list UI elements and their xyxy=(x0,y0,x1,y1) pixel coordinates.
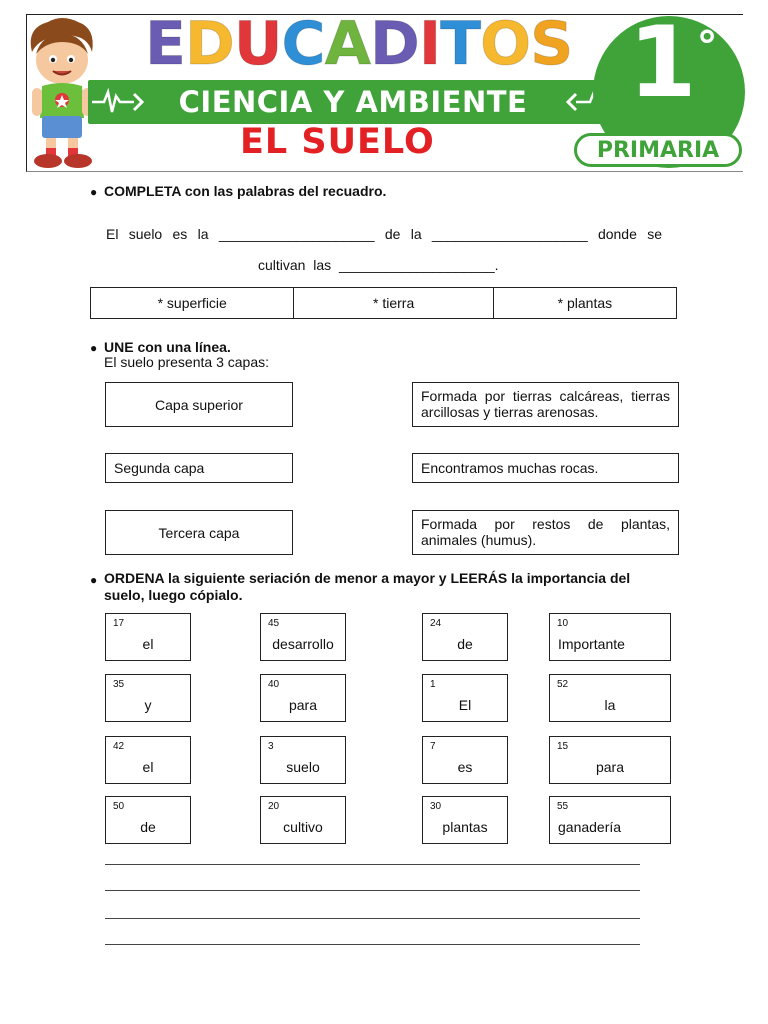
answer-line[interactable] xyxy=(105,944,640,945)
brand-letter: E xyxy=(145,9,185,79)
card-number: 50 xyxy=(113,801,125,812)
section3-instruction: ORDENA la siguiente seriación de menor a mayor y LEERÁS la importancia del suelo, luego cópialo. xyxy=(104,570,631,603)
card-number: 15 xyxy=(557,741,569,752)
card-number: 42 xyxy=(113,741,125,752)
bullet-icon: ● xyxy=(90,341,98,355)
brand-letter: O xyxy=(480,9,531,79)
word-bank-cell: * tierra xyxy=(294,288,493,318)
brand-letter: C xyxy=(281,9,325,79)
card-number: 20 xyxy=(268,801,280,812)
brand-letter: S xyxy=(530,9,573,79)
ordering-card[interactable] xyxy=(105,674,191,722)
card-word: de xyxy=(457,636,473,652)
bullet-icon: ● xyxy=(90,185,98,199)
card-word: desarrollo xyxy=(272,636,334,652)
ordering-card[interactable] xyxy=(549,613,671,661)
ordering-card[interactable] xyxy=(549,736,671,784)
card-number: 45 xyxy=(268,618,280,629)
match-right-item[interactable]: Formada por tierras calcáreas, tierras arcillosas y tierras arenosas. xyxy=(412,382,679,427)
blank-1[interactable]: ____________________ xyxy=(218,226,375,242)
card-word: y xyxy=(144,697,152,713)
card-number: 17 xyxy=(113,618,125,629)
answer-line[interactable] xyxy=(105,918,640,919)
section2-subtitle: El suelo presenta 3 capas: xyxy=(104,354,269,370)
card-word: para xyxy=(288,697,318,713)
ordering-card[interactable] xyxy=(422,736,508,784)
blank-2[interactable]: ____________________ xyxy=(431,226,588,242)
ordering-card[interactable] xyxy=(422,613,508,661)
section1-instruction: COMPLETA con las palabras del recuadro. xyxy=(104,183,387,199)
grade-label: 1° xyxy=(628,6,718,120)
card-number: 55 xyxy=(557,801,569,812)
card-number: 1 xyxy=(430,679,436,690)
ordering-card[interactable] xyxy=(260,796,346,844)
card-number: 7 xyxy=(430,741,436,752)
section2-instruction: UNE con una línea. xyxy=(104,339,231,355)
card-word: la xyxy=(604,697,616,713)
card-number: 3 xyxy=(268,741,274,752)
card-number: 52 xyxy=(557,679,569,690)
bullet-icon: ● xyxy=(90,573,98,587)
card-word: plantas xyxy=(442,819,488,835)
answer-line[interactable] xyxy=(105,864,640,865)
brand-letter: U xyxy=(233,9,282,79)
ordering-card[interactable] xyxy=(105,796,191,844)
word-bank-cell: * plantas xyxy=(557,295,613,311)
match-right-item[interactable]: Formada por restos de plantas, animales (humus). xyxy=(412,510,679,555)
brand-letter: D xyxy=(185,9,234,79)
card-word: ganadería xyxy=(558,819,622,835)
brand-letter: D xyxy=(370,9,419,79)
answer-line[interactable] xyxy=(105,890,640,891)
ordering-card[interactable] xyxy=(105,613,191,661)
match-left-item[interactable]: Tercera capa xyxy=(105,510,293,555)
match-right-item[interactable]: Encontramos muchas rocas. xyxy=(412,453,679,483)
card-word: cultivo xyxy=(283,819,323,835)
card-number: 35 xyxy=(113,679,125,690)
card-word: El xyxy=(458,697,472,713)
subject-label: CIENCIA Y AMBIENTE xyxy=(178,85,528,119)
card-word: de xyxy=(140,819,156,835)
fill-sentence-line1: El suelo es la ____________________ de la ____________________ donde se xyxy=(106,226,662,242)
card-number: 10 xyxy=(557,618,569,629)
page-title: EL SUELO xyxy=(240,122,435,162)
card-word: el xyxy=(142,759,154,775)
blank-3[interactable]: ____________________. xyxy=(338,257,499,273)
ordering-card[interactable] xyxy=(260,736,346,784)
card-word: suelo xyxy=(286,759,320,775)
brand-letter: A xyxy=(324,9,371,79)
ordering-card[interactable] xyxy=(260,674,346,722)
card-number: 30 xyxy=(430,801,442,812)
ordering-card[interactable] xyxy=(105,736,191,784)
word-bank-table xyxy=(90,287,677,319)
card-word: para xyxy=(595,759,625,775)
card-word: Importante xyxy=(558,636,625,652)
level-badge: PRIMARIA xyxy=(574,133,742,167)
card-word: el xyxy=(142,636,154,652)
card-word: es xyxy=(457,759,473,775)
ordering-card[interactable] xyxy=(549,674,671,722)
match-left-item[interactable]: Capa superior xyxy=(105,382,293,427)
brand-letter: I xyxy=(418,9,441,79)
brand-logo xyxy=(145,9,573,79)
ordering-card[interactable] xyxy=(422,674,508,722)
card-number: 24 xyxy=(430,618,442,629)
word-bank-cell: * superficie xyxy=(91,288,294,318)
card-number: 40 xyxy=(268,679,280,690)
match-left-item[interactable]: Segunda capa xyxy=(105,453,293,483)
fill-sentence-line2: cultivan las ____________________. xyxy=(258,257,499,273)
ordering-card[interactable] xyxy=(260,613,346,661)
ordering-card[interactable] xyxy=(549,796,671,844)
brand-letter: T xyxy=(440,9,481,79)
ordering-card[interactable] xyxy=(422,796,508,844)
